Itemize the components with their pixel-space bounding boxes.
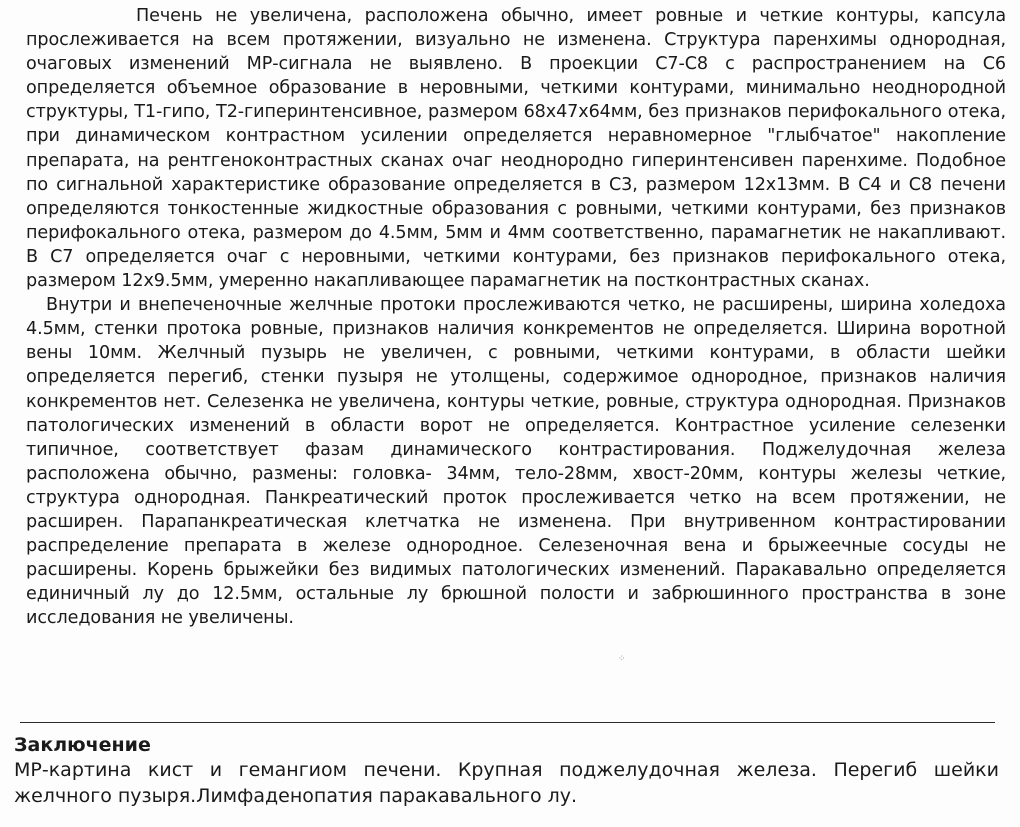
report-paragraph-ducts-spleen-pancreas: Внутри и внепеченочные желчные протоки прослеживаются четко, не расширены, ширина холедоха 4.5мм, стенки протока ровные, признаков наличия конкрементов не определяется. Ширина воротной вены 10мм. Желчный пузырь не увеличен, с ровными, четкими контурами, в области шейки определяется перегиб, стенки пузыря не утолщены, содержимое однородное, признаков наличия конкрементов нет. Селезенка не увеличена, контуры четкие, ровные, структура однородная. Признаков патологических изменений в области ворот не определяется. Контрастное усиление селезенки типичное, соответствует фазам динамического контрастирования. Поджелудочная железа расположена обычно, размены: головка- 34мм, тело-28мм, хвост-20мм, контуры железы четкие, структура однородная. Панкреатический проток прослеживается четко на всем протяжении, не расширен. Парапанкреатическая клетчатка не изменена. При внутривенном контрастировании распределение препарата в железе однородное. Селезеночная вена и брыжеечные сосуды не расширены. Корень брыжейки без видимых патологических изменений. Паракавально определяется единичный лу до 12.5мм, остальные лу брюшной полости и забрюшинного пространства в зоне исследования не увеличены. [26, 295, 1006, 629]
report-paragraph-liver: Печень не увеличена, расположена обычно, имеет ровные и четкие контуры, капсула прослеживается на всем протяжении, визуально не изменена. Структура паренхимы однородная, очаговых изменений МР-сигнала не выявлено. В проекции С7-С8 с распространением на С6 определяется объемное образование в неровными, четкими контурами, минимально неоднородной структуры, Т1-гипо, Т2-гиперинтенсивное, размером 68х47х64мм, без признаков перифокального отека, при динамическом контрастном усилении определяется неравномерное "глыбчатое" накопление препарата, на рентгеноконтрастных сканах очаг неоднородно гиперинтенсивен паренхиме. Подобное по сигнальной характеристике образование определяется в С3, размером 12х13мм. В С4 и С8 печени определяются тонкостенные жидкостные образования с ровными, четкими контурами, без признаков перифокального отека, размером до 4.5мм, 5мм и 4мм соответственно, парамагнетик не накапливают. В С7 определяется очаг с неровными, четкими контурами, без признаков перифокального отека, размером 12х9.5мм, умеренно накапливающее парамагнетик на постконтрастных сканах. [26, 6, 1006, 292]
report-body [26, 4, 1006, 630]
conclusion-text: МР-картина кист и гемангиом печени. Крупная поджелудочная железа. Перегиб шейки желчного пузыря.Лимфаденопатия паракавального лу. [14, 759, 999, 807]
conclusion-title: Заключение [14, 734, 151, 756]
section-divider [20, 722, 995, 723]
scan-speck: ⁘ [618, 654, 626, 664]
